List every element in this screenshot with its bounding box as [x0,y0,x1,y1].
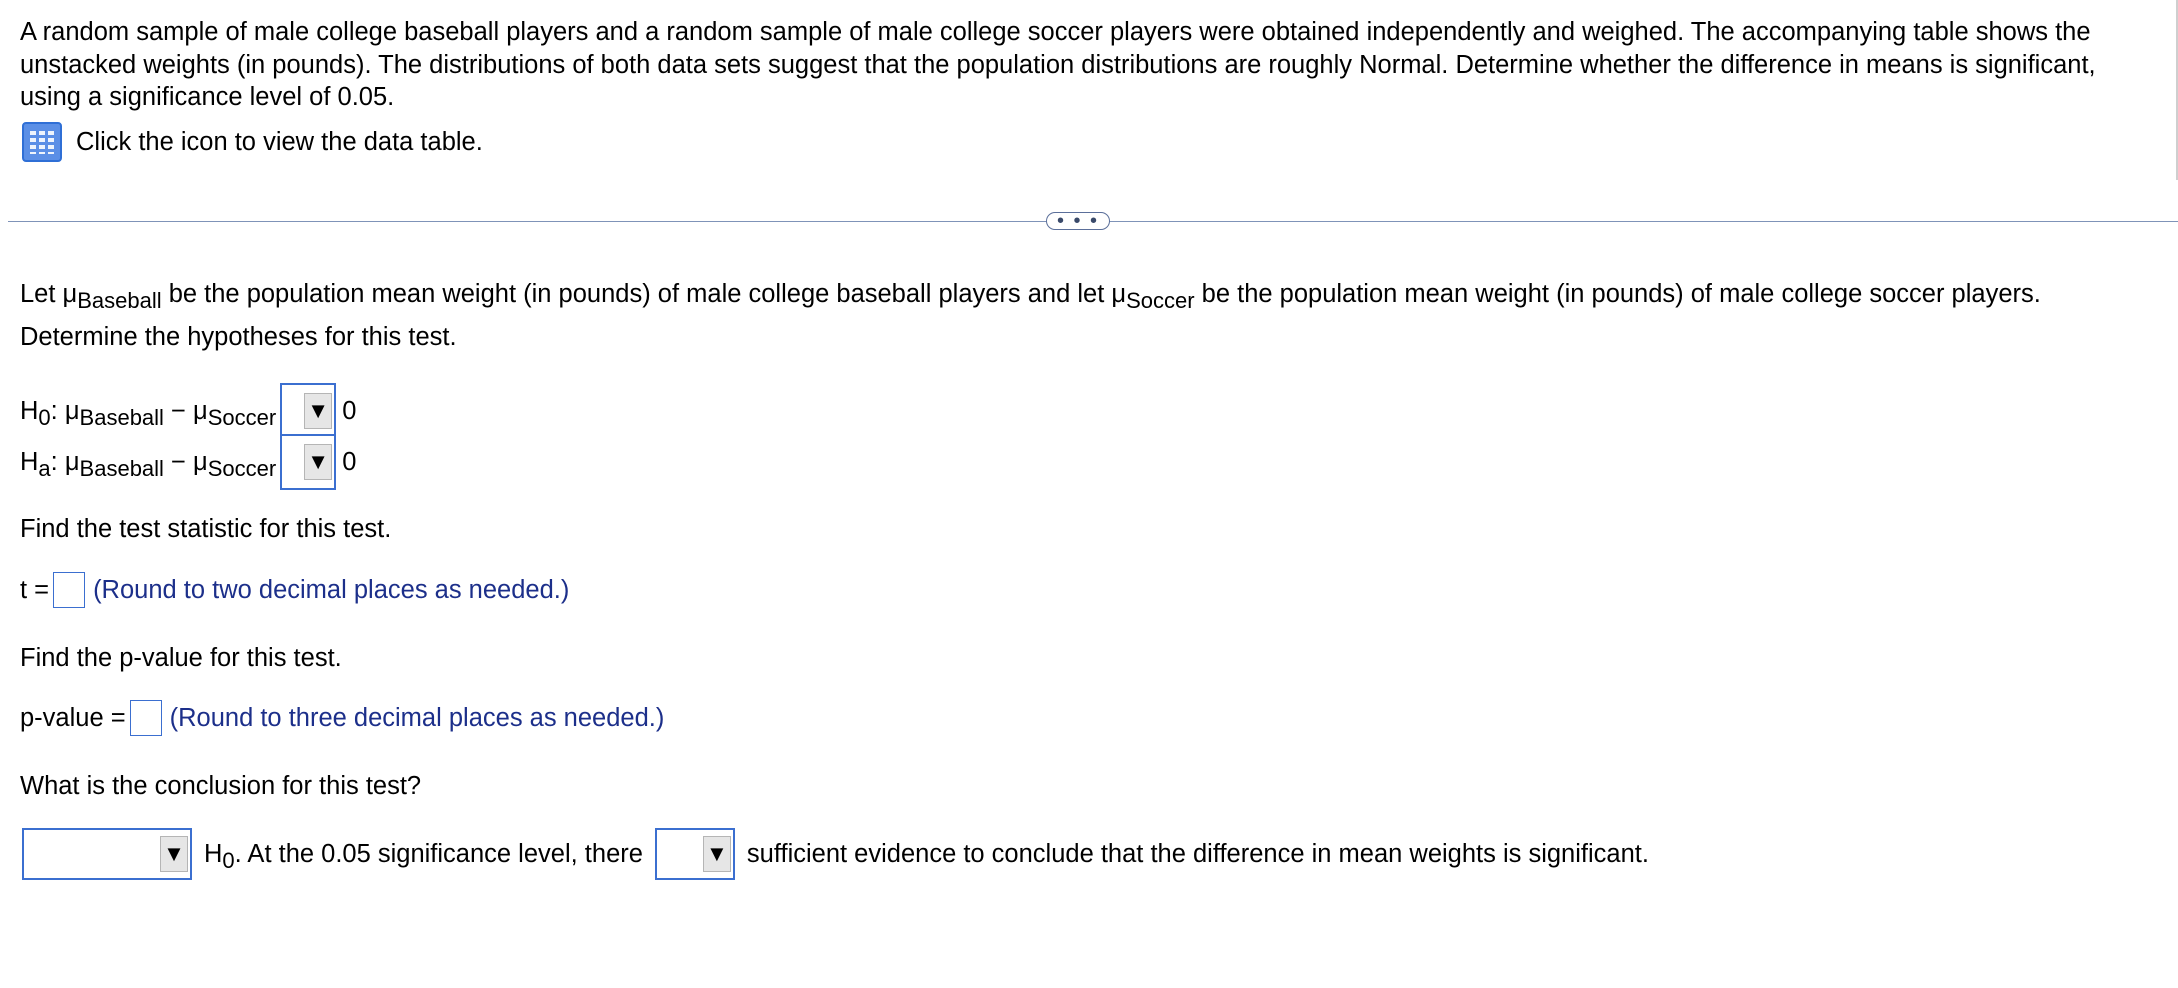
problem-text: A random sample of male college baseball players and a random sample of male college soccer players were obtained independently and weighed. The accompanying table shows the unstacked weights (in pounds). The distributions of both data sets suggest that the population distributions are roughly Normal. Determine whether the difference in means is significant, using a significance level of 0.05. [20,18,2096,111]
dropdown-arrow-icon: ▼ [703,836,731,872]
h0-relation-dropdown[interactable] [280,383,336,439]
dropdown-arrow-icon: ▼ [304,444,332,480]
dropdown-arrow-icon: ▼ [304,393,332,429]
conclusion-text-2: sufficient evidence to conclude that the difference in mean weights is significant. [746,839,1649,868]
t-input[interactable] [53,572,85,608]
t-hint: (Round to two decimal places as needed.) [93,575,570,604]
p-value-label: p-value = [20,703,126,732]
p-value-hint: (Round to three decimal places as needed.) [169,703,665,732]
conclusion-question: What is the conclusion for this test? [20,772,422,800]
definition-end: be the population mean weight (in pounds) of male college soccer players. [1194,280,2041,308]
sub-baseball: Baseball [77,288,162,313]
h0-value: 0 [342,396,357,425]
definition-line-2: Determine the hypotheses for this test. [20,323,457,351]
problem-statement [20,16,2160,114]
null-hypothesis-row [20,383,356,439]
ha-relation-dropdown[interactable] [280,434,336,490]
test-statistic-row [20,572,569,608]
evidence-dropdown[interactable] [655,828,735,880]
definition-line-1 [20,280,2041,313]
alt-hypothesis-row [20,434,356,490]
data-table-link-text[interactable]: Click the icon to view the data table. [76,127,483,156]
sub-soccer: Soccer [1126,288,1195,313]
definition-let: Let μ [20,280,78,308]
p-value-question: Find the p-value for this test. [20,644,342,672]
expand-handle-button[interactable]: • • • [1046,212,1110,230]
data-table-link[interactable] [22,121,483,163]
t-label: t = [20,575,50,604]
test-statistic-question: Find the test statistic for this test. [20,515,392,543]
h0-label: $H_0$: $\mu_{Baseball} - \mu_{Soccer}$ [20,396,277,430]
decision-dropdown[interactable] [22,828,192,880]
dropdown-arrow-icon: ▼ [160,836,188,872]
ha-value: 0 [342,447,357,476]
conclusion-text-1: $H_0$. At the 0.05 significance level, there [204,839,643,873]
p-value-input[interactable] [130,700,162,736]
ha-label: $H_a$: $\mu_{Baseball} - \mu_{Soccer}$ [20,447,277,481]
definition-mid: be the population mean weight (in pounds) of male college baseball players and let μ [161,280,1127,308]
conclusion-row [22,828,1649,880]
table-grid-icon[interactable] [22,122,62,162]
p-value-row [20,700,664,736]
